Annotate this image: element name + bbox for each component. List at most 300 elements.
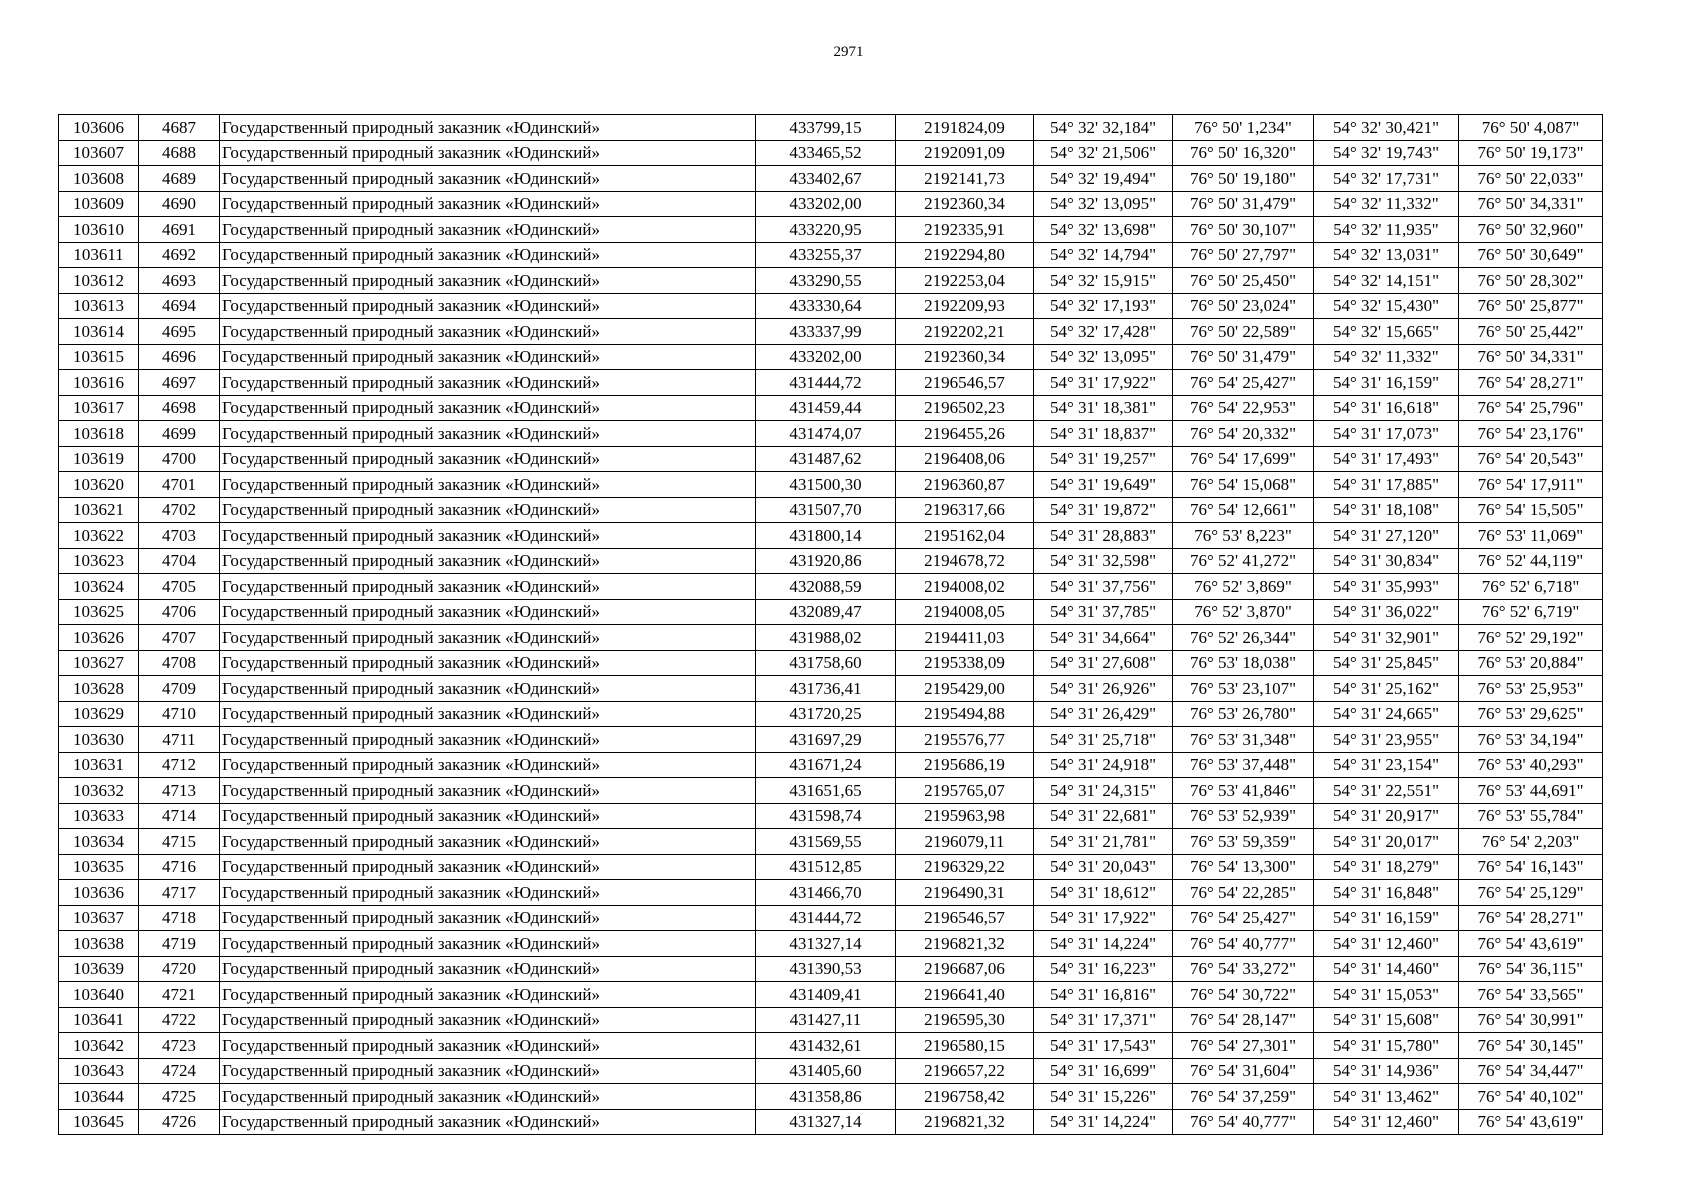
cell-row-number: 103623	[59, 548, 139, 574]
cell-coord-x: 431758,60	[756, 650, 896, 676]
page-number: 2971	[833, 44, 864, 60]
cell-row-number: 103643	[59, 1058, 139, 1084]
table-row	[59, 421, 1603, 447]
cell-row-number: 103610	[59, 217, 139, 243]
cell-latitude-1: 54° 31' 17,922"	[1034, 905, 1173, 931]
cell-latitude-1: 54° 31' 22,681"	[1034, 803, 1173, 829]
table-row	[59, 1058, 1603, 1084]
cell-longitude-2: 76° 54' 28,271"	[1459, 370, 1603, 396]
cell-coord-y: 2196546,57	[896, 370, 1034, 396]
table-row	[59, 370, 1603, 396]
cell-row-number: 103609	[59, 191, 139, 217]
cell-coord-y: 2195765,07	[896, 778, 1034, 804]
cell-point-number: 4701	[139, 472, 220, 498]
cell-latitude-2: 54° 32' 11,332"	[1314, 344, 1459, 370]
cell-longitude-2: 76° 53' 11,069"	[1459, 523, 1603, 549]
cell-coord-x: 433202,00	[756, 344, 896, 370]
cell-coord-y: 2192091,09	[896, 140, 1034, 166]
cell-coord-x: 432088,59	[756, 574, 896, 600]
cell-object-name: Государственный природный заказник «Юдинский»	[220, 931, 756, 957]
cell-coord-x: 431327,14	[756, 931, 896, 957]
cell-object-name: Государственный природный заказник «Юдинский»	[220, 803, 756, 829]
table-row	[59, 803, 1603, 829]
cell-coord-y: 2195429,00	[896, 676, 1034, 702]
cell-latitude-2: 54° 31' 12,460"	[1314, 931, 1459, 957]
cell-coord-y: 2196329,22	[896, 854, 1034, 880]
cell-latitude-2: 54° 31' 18,108"	[1314, 497, 1459, 523]
cell-object-name: Государственный природный заказник «Юдинский»	[220, 548, 756, 574]
cell-point-number: 4722	[139, 1007, 220, 1033]
cell-latitude-2: 54° 31' 36,022"	[1314, 599, 1459, 625]
cell-coord-x: 433220,95	[756, 217, 896, 243]
cell-coord-x: 431988,02	[756, 625, 896, 651]
cell-coord-y: 2194411,03	[896, 625, 1034, 651]
cell-coord-x: 431697,29	[756, 727, 896, 753]
cell-latitude-1: 54° 32' 32,184"	[1034, 115, 1173, 141]
cell-latitude-2: 54° 31' 16,159"	[1314, 905, 1459, 931]
cell-coord-y: 2196502,23	[896, 395, 1034, 421]
cell-coord-x: 431500,30	[756, 472, 896, 498]
cell-longitude-1: 76° 54' 22,285"	[1173, 880, 1314, 906]
table-row	[59, 395, 1603, 421]
cell-longitude-1: 76° 53' 41,846"	[1173, 778, 1314, 804]
cell-latitude-1: 54° 32' 13,095"	[1034, 344, 1173, 370]
cell-coord-x: 431358,86	[756, 1084, 896, 1110]
cell-longitude-2: 76° 54' 23,176"	[1459, 421, 1603, 447]
cell-coord-x: 433202,00	[756, 191, 896, 217]
cell-coord-y: 2196595,30	[896, 1007, 1034, 1033]
cell-longitude-1: 76° 53' 52,939"	[1173, 803, 1314, 829]
cell-coord-x: 433337,99	[756, 319, 896, 345]
cell-latitude-1: 54° 31' 28,883"	[1034, 523, 1173, 549]
cell-coord-y: 2196821,32	[896, 931, 1034, 957]
table-row	[59, 650, 1603, 676]
table-row	[59, 727, 1603, 753]
cell-longitude-1: 76° 53' 8,223"	[1173, 523, 1314, 549]
cell-object-name: Государственный природный заказник «Юдинский»	[220, 242, 756, 268]
cell-coord-y: 2195338,09	[896, 650, 1034, 676]
cell-longitude-2: 76° 52' 44,119"	[1459, 548, 1603, 574]
cell-latitude-1: 54° 32' 19,494"	[1034, 166, 1173, 192]
cell-coord-x: 431598,74	[756, 803, 896, 829]
cell-longitude-2: 76° 52' 6,719"	[1459, 599, 1603, 625]
cell-longitude-2: 76° 50' 25,877"	[1459, 293, 1603, 319]
cell-object-name: Государственный природный заказник «Юдинский»	[220, 676, 756, 702]
cell-longitude-1: 76° 54' 30,722"	[1173, 982, 1314, 1008]
cell-latitude-2: 54° 32' 30,421"	[1314, 115, 1459, 141]
cell-longitude-1: 76° 50' 19,180"	[1173, 166, 1314, 192]
cell-row-number: 103627	[59, 650, 139, 676]
table-row	[59, 829, 1603, 855]
table-row	[59, 752, 1603, 778]
cell-row-number: 103620	[59, 472, 139, 498]
table-row	[59, 268, 1603, 294]
cell-object-name: Государственный природный заказник «Юдинский»	[220, 599, 756, 625]
cell-coord-x: 431507,70	[756, 497, 896, 523]
cell-point-number: 4721	[139, 982, 220, 1008]
cell-object-name: Государственный природный заказник «Юдинский»	[220, 344, 756, 370]
cell-object-name: Государственный природный заказник «Юдинский»	[220, 191, 756, 217]
cell-latitude-1: 54° 31' 19,872"	[1034, 497, 1173, 523]
cell-longitude-2: 76° 53' 44,691"	[1459, 778, 1603, 804]
cell-longitude-1: 76° 50' 25,450"	[1173, 268, 1314, 294]
cell-longitude-1: 76° 50' 1,234"	[1173, 115, 1314, 141]
cell-latitude-2: 54° 31' 23,955"	[1314, 727, 1459, 753]
cell-coord-y: 2195576,77	[896, 727, 1034, 753]
cell-longitude-2: 76° 50' 34,331"	[1459, 344, 1603, 370]
cell-row-number: 103629	[59, 701, 139, 727]
cell-longitude-1: 76° 53' 18,038"	[1173, 650, 1314, 676]
cell-latitude-2: 54° 31' 35,993"	[1314, 574, 1459, 600]
cell-coord-y: 2196758,42	[896, 1084, 1034, 1110]
cell-longitude-1: 76° 53' 37,448"	[1173, 752, 1314, 778]
cell-latitude-1: 54° 31' 19,649"	[1034, 472, 1173, 498]
table-row	[59, 854, 1603, 880]
cell-coord-x: 431569,55	[756, 829, 896, 855]
cell-latitude-1: 54° 32' 13,095"	[1034, 191, 1173, 217]
cell-coord-y: 2195963,98	[896, 803, 1034, 829]
cell-latitude-1: 54° 31' 20,043"	[1034, 854, 1173, 880]
table-row	[59, 242, 1603, 268]
table-row	[59, 497, 1603, 523]
cell-longitude-1: 76° 54' 20,332"	[1173, 421, 1314, 447]
cell-point-number: 4706	[139, 599, 220, 625]
cell-latitude-1: 54° 31' 37,785"	[1034, 599, 1173, 625]
cell-coord-y: 2192202,21	[896, 319, 1034, 345]
cell-object-name: Государственный природный заказник «Юдинский»	[220, 319, 756, 345]
cell-longitude-1: 76° 54' 28,147"	[1173, 1007, 1314, 1033]
cell-coord-y: 2196687,06	[896, 956, 1034, 982]
cell-longitude-1: 76° 50' 30,107"	[1173, 217, 1314, 243]
cell-longitude-1: 76° 54' 31,604"	[1173, 1058, 1314, 1084]
cell-latitude-2: 54° 32' 17,731"	[1314, 166, 1459, 192]
cell-point-number: 4708	[139, 650, 220, 676]
table-row	[59, 166, 1603, 192]
cell-longitude-2: 76° 54' 40,102"	[1459, 1084, 1603, 1110]
cell-latitude-2: 54° 31' 22,551"	[1314, 778, 1459, 804]
cell-latitude-1: 54° 31' 32,598"	[1034, 548, 1173, 574]
cell-coord-x: 431444,72	[756, 905, 896, 931]
cell-coord-y: 2192209,93	[896, 293, 1034, 319]
cell-point-number: 4700	[139, 446, 220, 472]
cell-coord-y: 2196455,26	[896, 421, 1034, 447]
cell-latitude-2: 54° 31' 17,493"	[1314, 446, 1459, 472]
cell-latitude-2: 54° 32' 11,332"	[1314, 191, 1459, 217]
cell-row-number: 103641	[59, 1007, 139, 1033]
cell-latitude-2: 54° 31' 15,053"	[1314, 982, 1459, 1008]
cell-point-number: 4693	[139, 268, 220, 294]
cell-latitude-2: 54° 31' 18,279"	[1314, 854, 1459, 880]
cell-longitude-2: 76° 54' 43,619"	[1459, 1109, 1603, 1135]
cell-coord-x: 431651,65	[756, 778, 896, 804]
cell-row-number: 103634	[59, 829, 139, 855]
cell-row-number: 103632	[59, 778, 139, 804]
cell-latitude-1: 54° 31' 18,612"	[1034, 880, 1173, 906]
cell-longitude-1: 76° 52' 41,272"	[1173, 548, 1314, 574]
cell-latitude-1: 54° 31' 27,608"	[1034, 650, 1173, 676]
cell-point-number: 4719	[139, 931, 220, 957]
table-row	[59, 140, 1603, 166]
cell-latitude-1: 54° 31' 14,224"	[1034, 1109, 1173, 1135]
cell-coord-y: 2196580,15	[896, 1033, 1034, 1059]
cell-coord-y: 2192360,34	[896, 344, 1034, 370]
cell-longitude-2: 76° 52' 29,192"	[1459, 625, 1603, 651]
cell-coord-x: 431405,60	[756, 1058, 896, 1084]
cell-object-name: Государственный природный заказник «Юдинский»	[220, 1084, 756, 1110]
cell-coord-x: 431671,24	[756, 752, 896, 778]
table-row	[59, 676, 1603, 702]
cell-object-name: Государственный природный заказник «Юдинский»	[220, 421, 756, 447]
table-row	[59, 701, 1603, 727]
cell-point-number: 4707	[139, 625, 220, 651]
cell-row-number: 103616	[59, 370, 139, 396]
cell-longitude-1: 76° 54' 40,777"	[1173, 931, 1314, 957]
cell-object-name: Государственный природный заказник «Юдинский»	[220, 1058, 756, 1084]
cell-point-number: 4716	[139, 854, 220, 880]
cell-latitude-1: 54° 31' 24,918"	[1034, 752, 1173, 778]
cell-longitude-2: 76° 54' 43,619"	[1459, 931, 1603, 957]
cell-coord-x: 433402,67	[756, 166, 896, 192]
cell-row-number: 103617	[59, 395, 139, 421]
cell-coord-y: 2192360,34	[896, 191, 1034, 217]
table-row	[59, 344, 1603, 370]
cell-object-name: Государственный природный заказник «Юдинский»	[220, 1033, 756, 1059]
cell-longitude-1: 76° 53' 23,107"	[1173, 676, 1314, 702]
cell-latitude-1: 54° 31' 19,257"	[1034, 446, 1173, 472]
cell-object-name: Государственный природный заказник «Юдинский»	[220, 472, 756, 498]
cell-latitude-2: 54° 31' 23,154"	[1314, 752, 1459, 778]
cell-point-number: 4687	[139, 115, 220, 141]
cell-latitude-1: 54° 32' 21,506"	[1034, 140, 1173, 166]
cell-latitude-2: 54° 32' 15,665"	[1314, 319, 1459, 345]
cell-longitude-2: 76° 50' 28,302"	[1459, 268, 1603, 294]
cell-row-number: 103625	[59, 599, 139, 625]
table-row	[59, 319, 1603, 345]
cell-longitude-1: 76° 53' 59,359"	[1173, 829, 1314, 855]
cell-longitude-1: 76° 50' 27,797"	[1173, 242, 1314, 268]
table-row	[59, 191, 1603, 217]
cell-row-number: 103612	[59, 268, 139, 294]
cell-coord-y: 2194008,02	[896, 574, 1034, 600]
cell-coord-x: 431444,72	[756, 370, 896, 396]
cell-coord-y: 2194678,72	[896, 548, 1034, 574]
cell-latitude-1: 54° 31' 24,315"	[1034, 778, 1173, 804]
cell-longitude-2: 76° 54' 20,543"	[1459, 446, 1603, 472]
cell-latitude-2: 54° 31' 20,917"	[1314, 803, 1459, 829]
cell-longitude-1: 76° 53' 31,348"	[1173, 727, 1314, 753]
cell-object-name: Государственный природный заказник «Юдинский»	[220, 752, 756, 778]
cell-latitude-1: 54° 31' 16,816"	[1034, 982, 1173, 1008]
cell-latitude-2: 54° 31' 17,885"	[1314, 472, 1459, 498]
cell-longitude-2: 76° 52' 6,718"	[1459, 574, 1603, 600]
cell-point-number: 4703	[139, 523, 220, 549]
cell-longitude-2: 76° 53' 20,884"	[1459, 650, 1603, 676]
cell-point-number: 4690	[139, 191, 220, 217]
cell-coord-x: 431800,14	[756, 523, 896, 549]
cell-coord-x: 431432,61	[756, 1033, 896, 1059]
cell-latitude-1: 54° 31' 21,781"	[1034, 829, 1173, 855]
cell-point-number: 4723	[139, 1033, 220, 1059]
cell-row-number: 103606	[59, 115, 139, 141]
cell-longitude-2: 76° 54' 28,271"	[1459, 905, 1603, 931]
cell-point-number: 4705	[139, 574, 220, 600]
cell-latitude-1: 54° 31' 14,224"	[1034, 931, 1173, 957]
cell-object-name: Государственный природный заказник «Юдинский»	[220, 115, 756, 141]
cell-coord-x: 433255,37	[756, 242, 896, 268]
cell-row-number: 103631	[59, 752, 139, 778]
cell-object-name: Государственный природный заказник «Юдинский»	[220, 880, 756, 906]
cell-coord-x: 433290,55	[756, 268, 896, 294]
cell-point-number: 4698	[139, 395, 220, 421]
cell-coord-y: 2195162,04	[896, 523, 1034, 549]
cell-latitude-1: 54° 31' 17,371"	[1034, 1007, 1173, 1033]
cell-coord-y: 2196408,06	[896, 446, 1034, 472]
cell-coord-y: 2196641,40	[896, 982, 1034, 1008]
cell-longitude-2: 76° 50' 4,087"	[1459, 115, 1603, 141]
cell-longitude-2: 76° 53' 55,784"	[1459, 803, 1603, 829]
cell-longitude-2: 76° 54' 15,505"	[1459, 497, 1603, 523]
table-body	[59, 115, 1603, 1135]
cell-longitude-2: 76° 53' 40,293"	[1459, 752, 1603, 778]
cell-coord-y: 2196317,66	[896, 497, 1034, 523]
cell-coord-x: 433465,52	[756, 140, 896, 166]
cell-object-name: Государственный природный заказник «Юдинский»	[220, 650, 756, 676]
cell-longitude-2: 76° 50' 32,960"	[1459, 217, 1603, 243]
table-row	[59, 1007, 1603, 1033]
cell-longitude-2: 76° 54' 17,911"	[1459, 472, 1603, 498]
cell-object-name: Государственный природный заказник «Юдинский»	[220, 829, 756, 855]
cell-longitude-2: 76° 54' 25,796"	[1459, 395, 1603, 421]
cell-longitude-1: 76° 53' 26,780"	[1173, 701, 1314, 727]
cell-row-number: 103613	[59, 293, 139, 319]
cell-coord-x: 431459,44	[756, 395, 896, 421]
cell-point-number: 4688	[139, 140, 220, 166]
cell-latitude-2: 54° 32' 14,151"	[1314, 268, 1459, 294]
cell-point-number: 4709	[139, 676, 220, 702]
cell-coord-y: 2195686,19	[896, 752, 1034, 778]
cell-row-number: 103608	[59, 166, 139, 192]
cell-longitude-1: 76° 50' 31,479"	[1173, 191, 1314, 217]
cell-coord-y: 2196821,32	[896, 1109, 1034, 1135]
cell-object-name: Государственный природный заказник «Юдинский»	[220, 446, 756, 472]
cell-latitude-1: 54° 31' 16,699"	[1034, 1058, 1173, 1084]
cell-point-number: 4692	[139, 242, 220, 268]
cell-latitude-2: 54° 31' 16,848"	[1314, 880, 1459, 906]
cell-coord-y: 2194008,05	[896, 599, 1034, 625]
cell-latitude-1: 54° 31' 37,756"	[1034, 574, 1173, 600]
cell-longitude-2: 76° 53' 34,194"	[1459, 727, 1603, 753]
table-row	[59, 625, 1603, 651]
cell-row-number: 103640	[59, 982, 139, 1008]
cell-longitude-1: 76° 54' 15,068"	[1173, 472, 1314, 498]
cell-longitude-2: 76° 50' 22,033"	[1459, 166, 1603, 192]
cell-latitude-2: 54° 32' 13,031"	[1314, 242, 1459, 268]
cell-longitude-2: 76° 54' 30,145"	[1459, 1033, 1603, 1059]
cell-longitude-1: 76° 54' 17,699"	[1173, 446, 1314, 472]
table-row	[59, 931, 1603, 957]
table-row	[59, 1109, 1603, 1135]
cell-row-number: 103645	[59, 1109, 139, 1135]
cell-latitude-1: 54° 31' 26,926"	[1034, 676, 1173, 702]
cell-row-number: 103633	[59, 803, 139, 829]
cell-coord-y: 2196546,57	[896, 905, 1034, 931]
cell-point-number: 4718	[139, 905, 220, 931]
cell-longitude-2: 76° 53' 29,625"	[1459, 701, 1603, 727]
cell-object-name: Государственный природный заказник «Юдинский»	[220, 1109, 756, 1135]
cell-longitude-1: 76° 50' 16,320"	[1173, 140, 1314, 166]
cell-longitude-2: 76° 53' 25,953"	[1459, 676, 1603, 702]
cell-point-number: 4715	[139, 829, 220, 855]
table-row	[59, 548, 1603, 574]
cell-coord-x: 433799,15	[756, 115, 896, 141]
cell-point-number: 4720	[139, 956, 220, 982]
cell-object-name: Государственный природный заказник «Юдинский»	[220, 370, 756, 396]
table-row	[59, 574, 1603, 600]
cell-coord-x: 431487,62	[756, 446, 896, 472]
cell-latitude-2: 54° 31' 20,017"	[1314, 829, 1459, 855]
cell-longitude-2: 76° 50' 19,173"	[1459, 140, 1603, 166]
cell-coord-x: 432089,47	[756, 599, 896, 625]
cell-row-number: 103635	[59, 854, 139, 880]
cell-latitude-1: 54° 32' 17,428"	[1034, 319, 1173, 345]
table-row	[59, 982, 1603, 1008]
cell-row-number: 103618	[59, 421, 139, 447]
cell-longitude-1: 76° 54' 25,427"	[1173, 905, 1314, 931]
cell-object-name: Государственный природный заказник «Юдинский»	[220, 982, 756, 1008]
cell-object-name: Государственный природный заказник «Юдинский»	[220, 217, 756, 243]
cell-row-number: 103615	[59, 344, 139, 370]
cell-longitude-1: 76° 52' 3,870"	[1173, 599, 1314, 625]
cell-object-name: Государственный природный заказник «Юдинский»	[220, 268, 756, 294]
cell-row-number: 103637	[59, 905, 139, 931]
cell-longitude-2: 76° 54' 30,991"	[1459, 1007, 1603, 1033]
cell-point-number: 4694	[139, 293, 220, 319]
cell-point-number: 4713	[139, 778, 220, 804]
cell-longitude-2: 76° 54' 2,203"	[1459, 829, 1603, 855]
cell-longitude-1: 76° 54' 27,301"	[1173, 1033, 1314, 1059]
coordinates-table	[58, 114, 1603, 1135]
cell-row-number: 103624	[59, 574, 139, 600]
table-row	[59, 1033, 1603, 1059]
cell-row-number: 103622	[59, 523, 139, 549]
cell-longitude-2: 76° 54' 33,565"	[1459, 982, 1603, 1008]
cell-object-name: Государственный природный заказник «Юдинский»	[220, 854, 756, 880]
cell-latitude-2: 54° 31' 15,608"	[1314, 1007, 1459, 1033]
cell-row-number: 103642	[59, 1033, 139, 1059]
cell-point-number: 4712	[139, 752, 220, 778]
cell-coord-y: 2196360,87	[896, 472, 1034, 498]
cell-coord-x: 431427,11	[756, 1007, 896, 1033]
cell-latitude-2: 54° 31' 16,159"	[1314, 370, 1459, 396]
cell-row-number: 103639	[59, 956, 139, 982]
cell-longitude-1: 76° 54' 25,427"	[1173, 370, 1314, 396]
cell-longitude-2: 76° 54' 16,143"	[1459, 854, 1603, 880]
cell-row-number: 103644	[59, 1084, 139, 1110]
cell-row-number: 103611	[59, 242, 139, 268]
cell-point-number: 4699	[139, 421, 220, 447]
table-row	[59, 293, 1603, 319]
cell-longitude-2: 76° 54' 36,115"	[1459, 956, 1603, 982]
cell-coord-x: 431512,85	[756, 854, 896, 880]
cell-latitude-2: 54° 31' 14,936"	[1314, 1058, 1459, 1084]
cell-latitude-2: 54° 31' 32,901"	[1314, 625, 1459, 651]
cell-point-number: 4702	[139, 497, 220, 523]
cell-coord-x: 433330,64	[756, 293, 896, 319]
cell-object-name: Государственный природный заказник «Юдинский»	[220, 727, 756, 753]
cell-point-number: 4710	[139, 701, 220, 727]
cell-row-number: 103614	[59, 319, 139, 345]
cell-latitude-2: 54° 31' 16,618"	[1314, 395, 1459, 421]
